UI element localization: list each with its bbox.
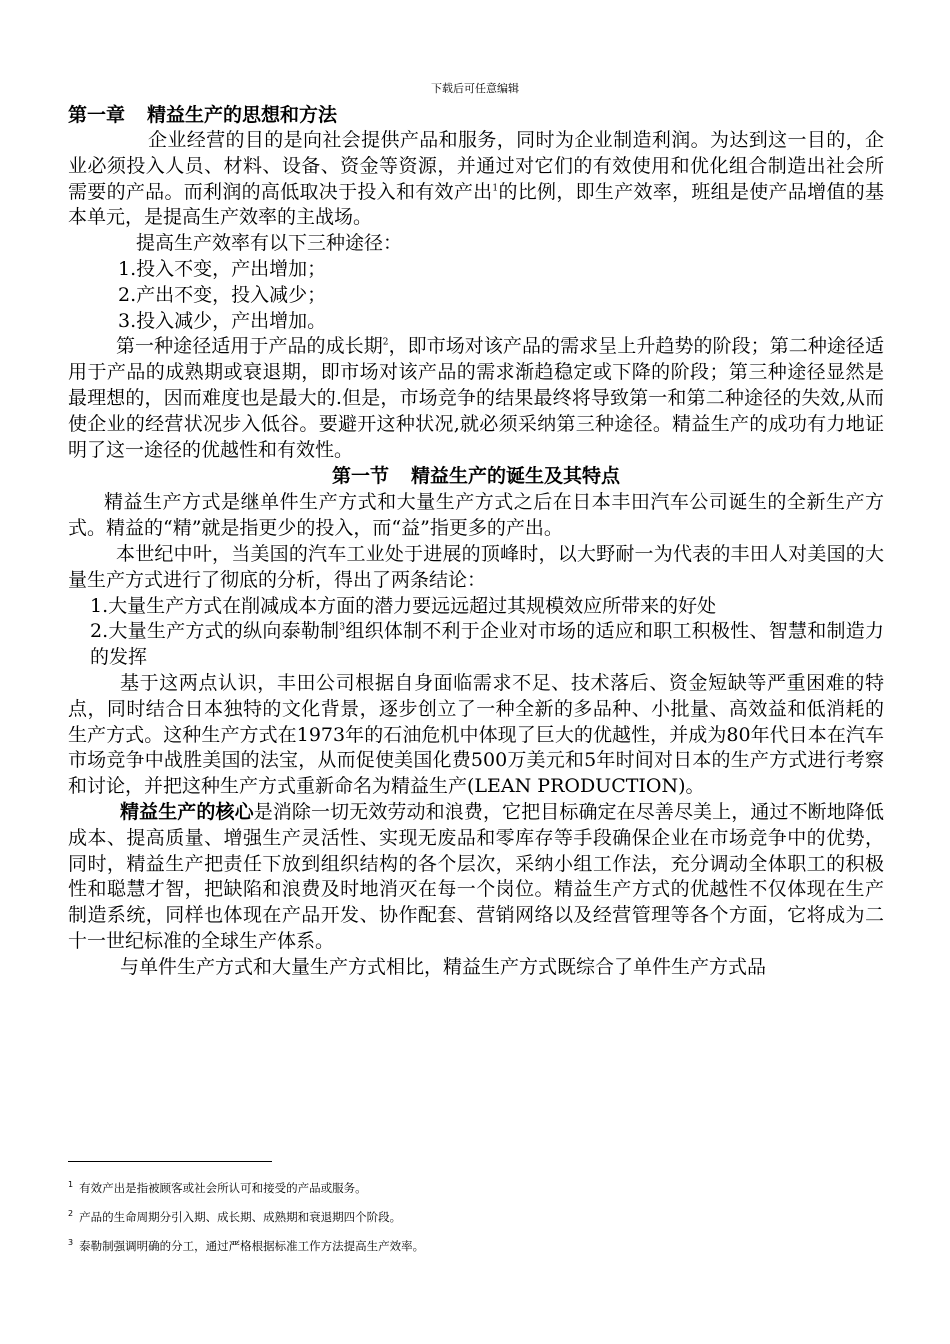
section-heading: [68, 463, 884, 490]
footnote-ref-3: 3: [339, 623, 346, 634]
paragraph-lean-core: 精益生产的核心是消除一切无效劳动和浪费，它把目标确定在尽善尽美上，通过不断地降低成本、提高质量、增强生产灵活性、实现无废品和零库存等手段确保企业在市场竞争中的优势，同时，精益生产把责任下放到组织结构的各个层次，采纳小组工作法，充分调动全体职工的积极性和聪慧才智，把缺陷和浪费及时地消灭在每一个岗位。精益生产方式的优越性不仅体现在生产制造系统，同样也体现在产品开发、协作配套、营销网络以及经营管理等各个方面，它将成为二十一世纪标准的全球生产体系。: [68, 800, 884, 952]
footnote-2: $^2$ 产品的生命周期分引入期、成长期、成熟期和衰退期四个阶段。: [68, 1209, 402, 1224]
paragraph-enterprise-goal: 企业经营的目的是向社会提供产品和服务，同时为企业制造利润。为达到这一目的，企业必须投入人员、材料、设备、资金等资源，并通过对它们的有效使用和优化组合制造出社会所需要的产品。而利润的高低取决于投入和有效产出$^1$的比例，即生产效率，班组是使产品增值的基本单元，是提高生产效率的主战场。: [68, 129, 884, 229]
chapter-number: 第一章: [68, 104, 126, 126]
list-item-way-2: 2.产出不变，投入减少；: [118, 283, 327, 306]
paragraph-ways-analysis: 第一种途径适用于产品的成长期$^2$，即市场对该产品的需求呈上升趋势的阶段；第二种途径适用于产品的成熟期或衰退期，即市场对该产品的需求渐趋稳定或下降的阶段；第三种途径显然是最理想的，因而难度也是最大的.但是，市场竞争的结果最终将导致第一和第二种途径的失效,从而使企业的经营状况步入低谷。要避开这种状况,就必须采纳第三种途径。精益生产的成功有力地证明了这一途径的优越性和有效性。: [68, 335, 884, 461]
list-item-way-1: 1.投入不变，产出增加；: [118, 257, 327, 280]
conclusion-item-2: 2.大量生产方式的纵向泰勒制$^3$组织体制不利于企业对市场的适应和职工积极性、智慧和制造力的发挥: [90, 620, 884, 669]
footnote-separator: [68, 1161, 272, 1162]
page-header: 下载后可任意编辑: [431, 82, 519, 95]
chapter-heading: [68, 102, 884, 128]
footnotes: [68, 1180, 884, 1267]
paragraph-comparison: 与单件生产方式和大量生产方式相比，精益生产方式既综合了单件生产方式品: [120, 955, 767, 978]
paragraph-three-ways-intro: 提高生产效率有以下三种途径：: [136, 232, 403, 255]
document-body: [68, 102, 884, 981]
lean-core-term: 精益生产的核心: [120, 800, 254, 823]
footnote-ref-1: 1: [492, 183, 499, 194]
paragraph-lean-definition: 精益生产方式是继单件生产方式和大量生产方式之后在日本丰田汽车公司诞生的全新生产方式。精益的“精”就是指更少的投入，而“益”指更多的产出。: [68, 491, 884, 540]
footnote-3: $^3$ 泰勒制强调明确的分工，通过严格根据标准工作方法提高生产效率。: [68, 1238, 425, 1253]
paragraph-toyota-history: 基于这两点认识，丰田公司根据自身面临需求不足、技术落后、资金短缺等严重困难的特点，同时结合日本独特的文化背景，逐步创立了一种全新的多品种、小批量、高效益和低消耗的生产方式。这种生产方式在1973年的石油危机中体现了巨大的优越性，并成为80年代日本在汽车市场竞争中战胜美国的法宝，从而促使美国化费500万美元和5年时间对日本的生产方式进行考察和讨论，并把这种生产方式重新命名为精益生产(LEAN PRODUCTION)。: [68, 671, 884, 798]
section-title: 精益生产的诞生及其特点: [411, 465, 621, 488]
list-item-way-3: 3.投入减少，产出增加。: [118, 309, 327, 332]
footnote-1: $^1$ 有效产出是指被顾客或社会所认可和接受的产品或服务。: [68, 1180, 367, 1195]
section-number: 第一节: [331, 465, 389, 488]
chapter-title: 精益生产的思想和方法: [147, 104, 338, 126]
conclusion-item-1: 1.大量生产方式在削减成本方面的潜力要远远超过其规模效应所带来的好处: [90, 594, 717, 617]
footnote-ref-2: 2: [382, 338, 389, 349]
paragraph-toyota-analysis: 本世纪中叶，当美国的汽车工业处于进展的顶峰时，以大野耐一为代表的丰田人对美国的大量生产方式进行了彻底的分析，得出了两条结论：: [68, 542, 884, 591]
